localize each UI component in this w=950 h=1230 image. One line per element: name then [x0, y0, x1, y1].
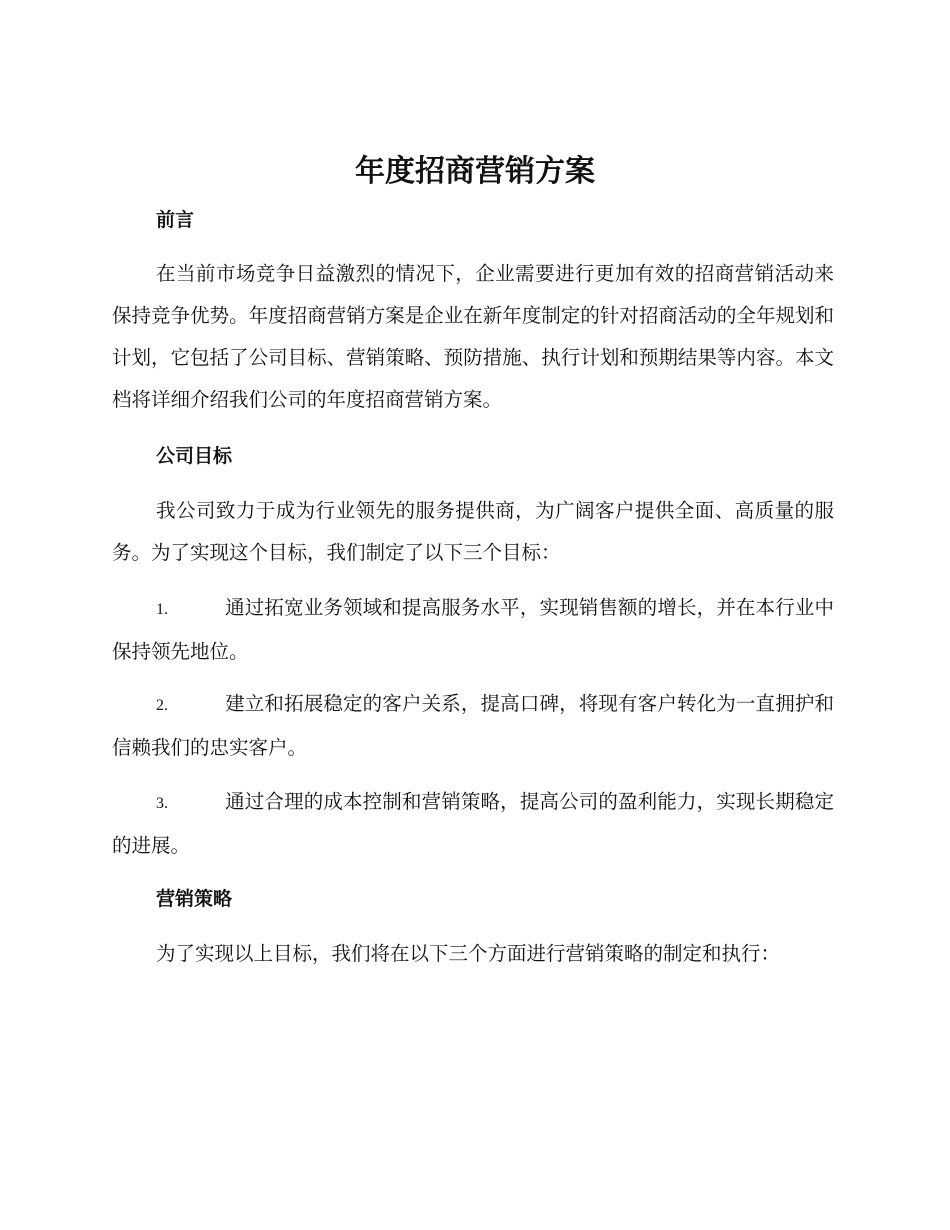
company-goals-paragraph: 我公司致力于成为行业领先的服务提供商，为广阔客户提供全面、高质量的服务。为了实现这个目标，我们制定了以下三个目标： [112, 499, 834, 564]
section-heading-company-goals: 公司目标 [156, 445, 233, 467]
list-number: 3. [156, 795, 168, 812]
list-item-text: 通过合理的成本控制和营销策略，提高公司的盈利能力，实现长期稳定的进展。 [112, 790, 834, 857]
goal-list-item [112, 587, 834, 673]
marketing-strategy-paragraph: 为了实现以上目标，我们将在以下三个方面进行营销策略的制定和执行： [156, 942, 781, 965]
goal-list-item [112, 781, 834, 867]
list-item-text: 建立和拓展稳定的客户关系，提高口碑，将现有客户转化为一直拥护和信赖我们的忠实客户。 [112, 692, 834, 759]
goal-list-item [112, 683, 834, 769]
preface-paragraph: 在当前市场竞争日益激烈的情况下，企业需要进行更加有效的招商营销活动来保持竞争优势。年度招商营销方案是企业在新年度制定的针对招商活动的全年规划和计划，它包括了公司目标、营销策略、预防措施、执行计划和预期结果等内容。本文档将详细介绍我们公司的年度招商营销方案。 [112, 262, 834, 411]
section-heading-marketing-strategy: 营销策略 [156, 888, 233, 910]
list-item-text: 通过拓宽业务领域和提高服务水平，实现销售额的增长，并在本行业中保持领先地位。 [112, 596, 834, 663]
document-title: 年度招商营销方案 [355, 154, 595, 189]
list-number: 2. [156, 697, 168, 714]
list-number: 1. [156, 601, 168, 618]
section-heading-preface: 前言 [156, 209, 195, 231]
